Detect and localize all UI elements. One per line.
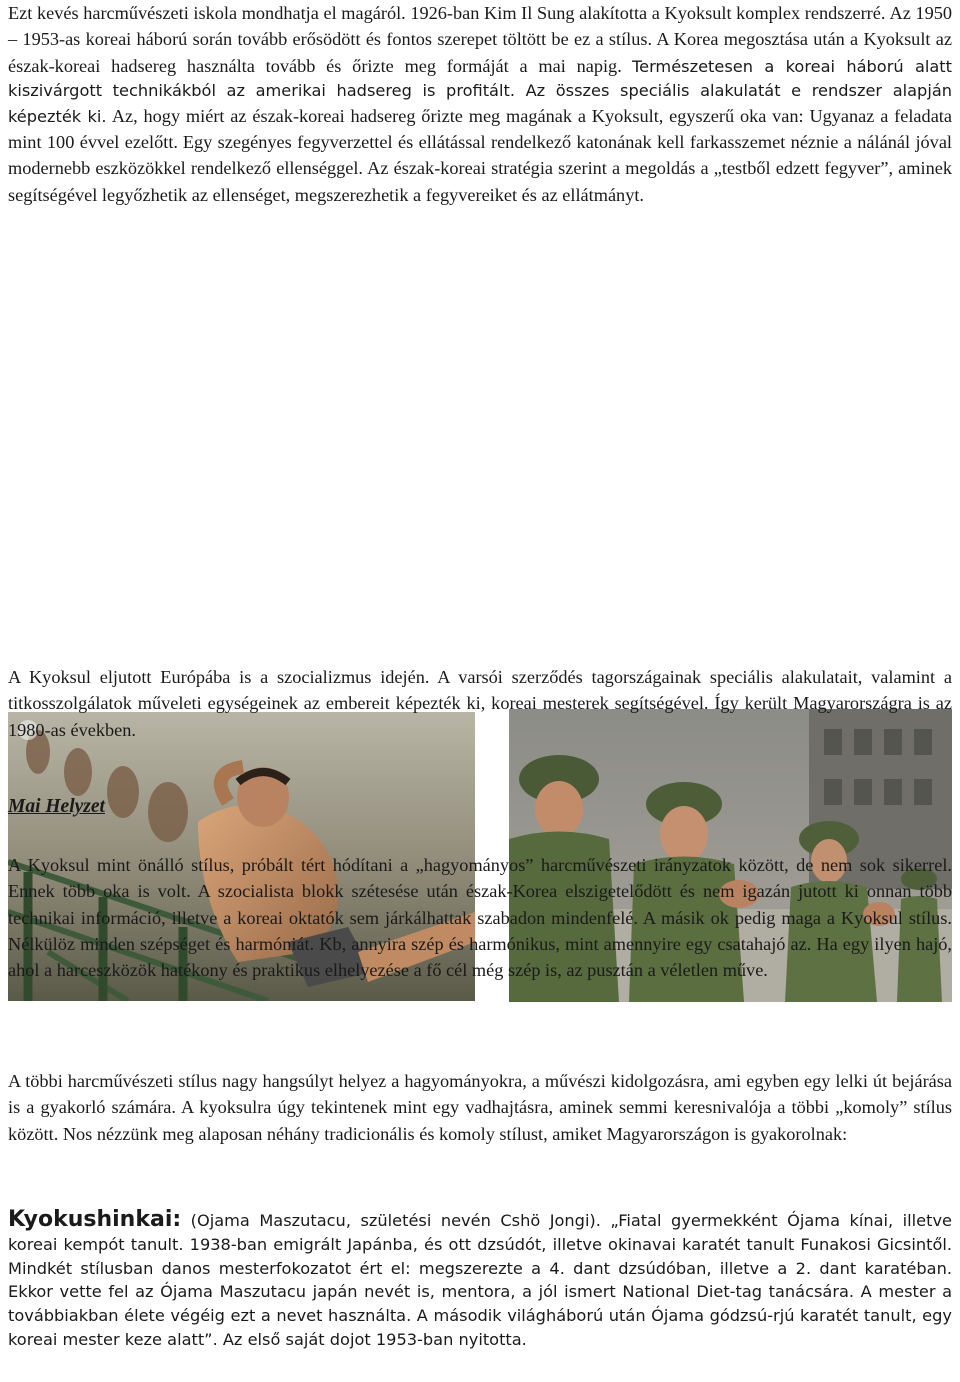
current-section <box>8 852 952 983</box>
current-situation-heading: Mai Helyzet <box>8 796 105 817</box>
kyokushin-text: (Ojama Maszutacu, születési nevén Cshö Jongi). „Fiatal gyermekként Ójama kínai, illetve koreai kempót tanult. 1938-ban emigrált Japánba, és ott dzsúdót, illetve okinavai karatét tanult Funakosi Gicsintől. Mindkét stílusban danos mesterfokozatot ért el: megszerezte a 4. dant dzsúdóban, illetve a 2. dant karatéban. Ekkor vette fel az Ójama Maszutacu japán nevét is, mentora, a jól ismert National Diet-tag tanácsára. A mester a továbbiakban élete végéig ezt a nevet használta. A második világháború után Ójama gódzsú-rjú karatét tanult, egy koreai mester keze alatt”. Az első saját dojot 1953-ban nyitotta. <box>8 1211 952 1349</box>
current-text: A Kyoksul mint önálló stílus, próbált tért hódítani a „hagyományos” harcművészeti irányzatok között, de nem sok sikerrel. Ennek több oka is volt. A szocialista blokk szétesése után észak-Korea elszigetelődött és nem igazán jutott ki onnan több technikai információ, illetve a koreai oktatók sem járkálhattak szabadon mindenfelé. A másik ok pedig maga a Kyoksul stílus. Nélkülöz minden szépséget és harmóniát. Kb, annyira szép és harmónikus, mint amennyire egy csatahajó az. Ha egy ilyen hajó, ahol a harceszközök hatékony és praktikus elhelyezése a fő cél még szép is, az pusztán a véletlen műve. <box>8 855 952 981</box>
others-text: A többi harcművészeti stílus nagy hangsúlyt helyez a hagyományokra, a művészi kidolgozásra, ami egyben egy lelki út bejárása is a gyakorló számára. A kyoksulra úgy tekintenek mint egy vadhajtásra, aminek semmi keresnivalója a többi „komoly” stílus között. Nos nézzünk meg alaposan néhány tradicionális és komoly stílust, amiket Magyarországon is gyakorolnak: <box>8 1071 952 1144</box>
kyokushin-section <box>8 1208 952 1352</box>
europe-section <box>8 664 952 743</box>
technique-reason-text: Az, hogy miért az észak-koreai hadsereg őrizte meg magának a Kyoksult, egyszerű oka van: Ugyanaz a feladata mint 100 évvel ezelőtt. <box>8 105 952 152</box>
technique-text: Természetesen a koreai háború alatt kiszivárgott technikákból az amerikai hadsereg is profitált. Az összes speciális alakulatát e rendszer alapján képezték ki. <box>8 56 952 126</box>
strategy-text: Egy szegényes fegyverzettel és ellátással rendelkező katonának kell farkasszemet néznie a nálánál jóval modernebb eszközökkel rendelkező ellenséggel. Az észak-koreai stratégia szerint a megoldás a „testből edzett fegyver”, aminek segítségével legyőzhetik az ellenséget, megszerezhetik a fegyvereiket és az ellátmányt. <box>8 131 953 205</box>
europe-text: A Kyoksul eljutott Európába is a szocializmus idején. A varsói szerződés tagországainak speciális alakulatait, valamint a titkosszolgálatok műveleti egységeinek az embereit képezték ki, koreai mesterek segítségével. Így került Magyarországra is az 1980-as években. <box>8 667 952 740</box>
intro-text: Ezt kevés harcművészeti iskola mondhatja el magáról. 1926-ban Kim Il Sung alakította a Kyoksult komplex rendszerré. <box>8 3 886 23</box>
intro-section <box>8 0 952 208</box>
others-section <box>8 1068 952 1147</box>
kyokushin-title: Kyokushinkai: <box>8 1207 182 1232</box>
current-situation-heading-wrap <box>8 796 952 818</box>
history-text: Az 1950 – 1953-as koreai háború során tovább erősödött és fontos szerepet töltött be ez a stílus. A Korea megosztása után a Kyoksult az észak-koreai hadsereg használta tovább és őrizte meg formáját a mai napig. <box>8 3 952 76</box>
